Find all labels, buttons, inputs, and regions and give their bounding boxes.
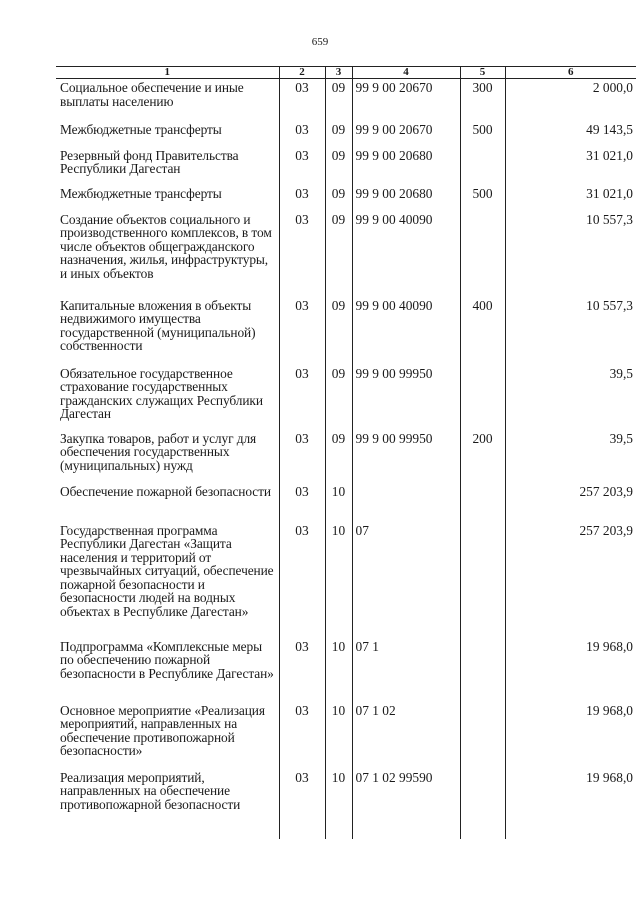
row-type: 300 bbox=[460, 79, 505, 121]
row-section: 03 bbox=[279, 638, 325, 702]
row-subsection: 10 bbox=[325, 483, 352, 522]
row-type bbox=[460, 211, 505, 297]
row-type: 500 bbox=[460, 121, 505, 147]
row-code: 99 9 00 20680 bbox=[352, 147, 460, 185]
row-sum: 31 021,0 bbox=[505, 147, 636, 185]
row-subsection: 09 bbox=[325, 185, 352, 211]
row-sum: 39,5 bbox=[505, 365, 636, 430]
row-code: 99 9 00 40090 bbox=[352, 211, 460, 297]
row-name: Реализация мероприятий, направленных на обеспечение противопожарной безопасности bbox=[60, 769, 241, 812]
row-section: 03 bbox=[279, 769, 325, 839]
row-subsection: 09 bbox=[325, 211, 352, 297]
row-subsection: 10 bbox=[325, 702, 352, 769]
row-section: 03 bbox=[279, 147, 325, 185]
row-sum: 257 203,9 bbox=[505, 483, 636, 522]
row-code: 99 9 00 40090 bbox=[352, 297, 460, 365]
row-name: Резервный фонд Правительства Республики Дагестан bbox=[60, 147, 239, 177]
row-sum: 257 203,9 bbox=[505, 522, 636, 638]
row-code: 99 9 00 99950 bbox=[352, 430, 460, 483]
row-sum: 19 968,0 bbox=[505, 769, 636, 839]
col-header-subsection: 3 bbox=[325, 67, 352, 79]
row-code: 07 1 02 99590 bbox=[352, 769, 460, 839]
table-row bbox=[56, 297, 636, 365]
row-sum: 10 557,3 bbox=[505, 211, 636, 297]
row-name: Межбюджетные трансферты bbox=[60, 185, 222, 201]
row-type: 500 bbox=[460, 185, 505, 211]
row-subsection: 10 bbox=[325, 522, 352, 638]
row-name: Социальное обеспечение и иные выплаты населению bbox=[60, 80, 244, 109]
row-subsection: 10 bbox=[325, 769, 352, 839]
row-code: 07 bbox=[352, 522, 460, 638]
row-type bbox=[460, 483, 505, 522]
table-row bbox=[56, 121, 636, 147]
table-row bbox=[56, 185, 636, 211]
row-section: 03 bbox=[279, 297, 325, 365]
row-name: Капитальные вложения в объекты недвижимого имущества государственной (муниципальной) собственности bbox=[60, 297, 256, 354]
col-header-code: 4 bbox=[352, 67, 460, 79]
row-type: 400 bbox=[460, 297, 505, 365]
row-name: Межбюджетные трансферты bbox=[60, 121, 222, 137]
row-name: Обязательное государственное страхование государственных гражданских служащих Республики Дагестан bbox=[60, 365, 263, 422]
row-sum: 10 557,3 bbox=[505, 297, 636, 365]
row-code: 99 9 00 99950 bbox=[352, 365, 460, 430]
row-type bbox=[460, 702, 505, 769]
header-row bbox=[56, 67, 636, 79]
row-section: 03 bbox=[279, 522, 325, 638]
row-code bbox=[352, 483, 460, 522]
table-row bbox=[56, 638, 636, 702]
row-code: 07 1 bbox=[352, 638, 460, 702]
row-section: 03 bbox=[279, 430, 325, 483]
row-name: Закупка товаров, работ и услуг для обеспечения государственных (муниципальных) нужд bbox=[60, 430, 257, 473]
row-section: 03 bbox=[279, 702, 325, 769]
row-code: 99 9 00 20670 bbox=[352, 79, 460, 121]
table-row bbox=[56, 430, 636, 483]
row-section: 03 bbox=[279, 365, 325, 430]
row-subsection: 09 bbox=[325, 147, 352, 185]
row-subsection: 10 bbox=[325, 638, 352, 702]
row-name: Государственная программа Республики Дагестан «Защита населения и территорий от чрезвычайных ситуаций, обеспечение пожарной безопасности и безопасности людей на водных объектах в Республике Дагестан» bbox=[60, 522, 274, 620]
table-row bbox=[56, 79, 636, 121]
row-sum: 2 000,0 bbox=[505, 79, 636, 121]
col-header-sum: 6 bbox=[505, 67, 636, 79]
row-subsection: 09 bbox=[325, 79, 352, 121]
row-code: 99 9 00 20670 bbox=[352, 121, 460, 147]
row-subsection: 09 bbox=[325, 121, 352, 147]
row-section: 03 bbox=[279, 185, 325, 211]
row-section: 03 bbox=[279, 79, 325, 121]
row-section: 03 bbox=[279, 211, 325, 297]
row-type bbox=[460, 769, 505, 839]
row-type bbox=[460, 365, 505, 430]
col-header-type: 5 bbox=[460, 67, 505, 79]
row-section: 03 bbox=[279, 483, 325, 522]
table-row bbox=[56, 702, 636, 769]
table-row bbox=[56, 769, 636, 839]
row-subsection: 09 bbox=[325, 430, 352, 483]
row-name: Основное мероприятие «Реализация мероприятий, направленных на обеспечение противопожарной безопасности» bbox=[60, 702, 265, 759]
budget-table bbox=[56, 66, 636, 839]
table-row bbox=[56, 522, 636, 638]
row-sum: 19 968,0 bbox=[505, 638, 636, 702]
row-subsection: 09 bbox=[325, 365, 352, 430]
row-sum: 39,5 bbox=[505, 430, 636, 483]
row-sum: 31 021,0 bbox=[505, 185, 636, 211]
row-sum: 19 968,0 bbox=[505, 702, 636, 769]
row-name: Обеспечение пожарной безопасности bbox=[60, 483, 271, 499]
table-row bbox=[56, 365, 636, 430]
page-number: 659 bbox=[311, 36, 329, 48]
row-code: 07 1 02 bbox=[352, 702, 460, 769]
row-type bbox=[460, 522, 505, 638]
row-section: 03 bbox=[279, 121, 325, 147]
col-header-name: 1 bbox=[56, 67, 279, 79]
row-subsection: 09 bbox=[325, 297, 352, 365]
row-type bbox=[460, 147, 505, 185]
col-header-section: 2 bbox=[279, 67, 325, 79]
row-name: Подпрограмма «Комплексные меры по обеспечению пожарной безопасности в Республике Дагестан» bbox=[60, 638, 274, 681]
row-code: 99 9 00 20680 bbox=[352, 185, 460, 211]
row-type: 200 bbox=[460, 430, 505, 483]
table-row bbox=[56, 211, 636, 297]
row-type bbox=[460, 638, 505, 702]
table-row bbox=[56, 147, 636, 185]
row-sum: 49 143,5 bbox=[505, 121, 636, 147]
row-name: Создание объектов социального и производственного комплексов, в том числе объектов общегражданского назначения, жилья, инфраструктуры, и иных объектов bbox=[60, 211, 272, 281]
table-row bbox=[56, 483, 636, 522]
